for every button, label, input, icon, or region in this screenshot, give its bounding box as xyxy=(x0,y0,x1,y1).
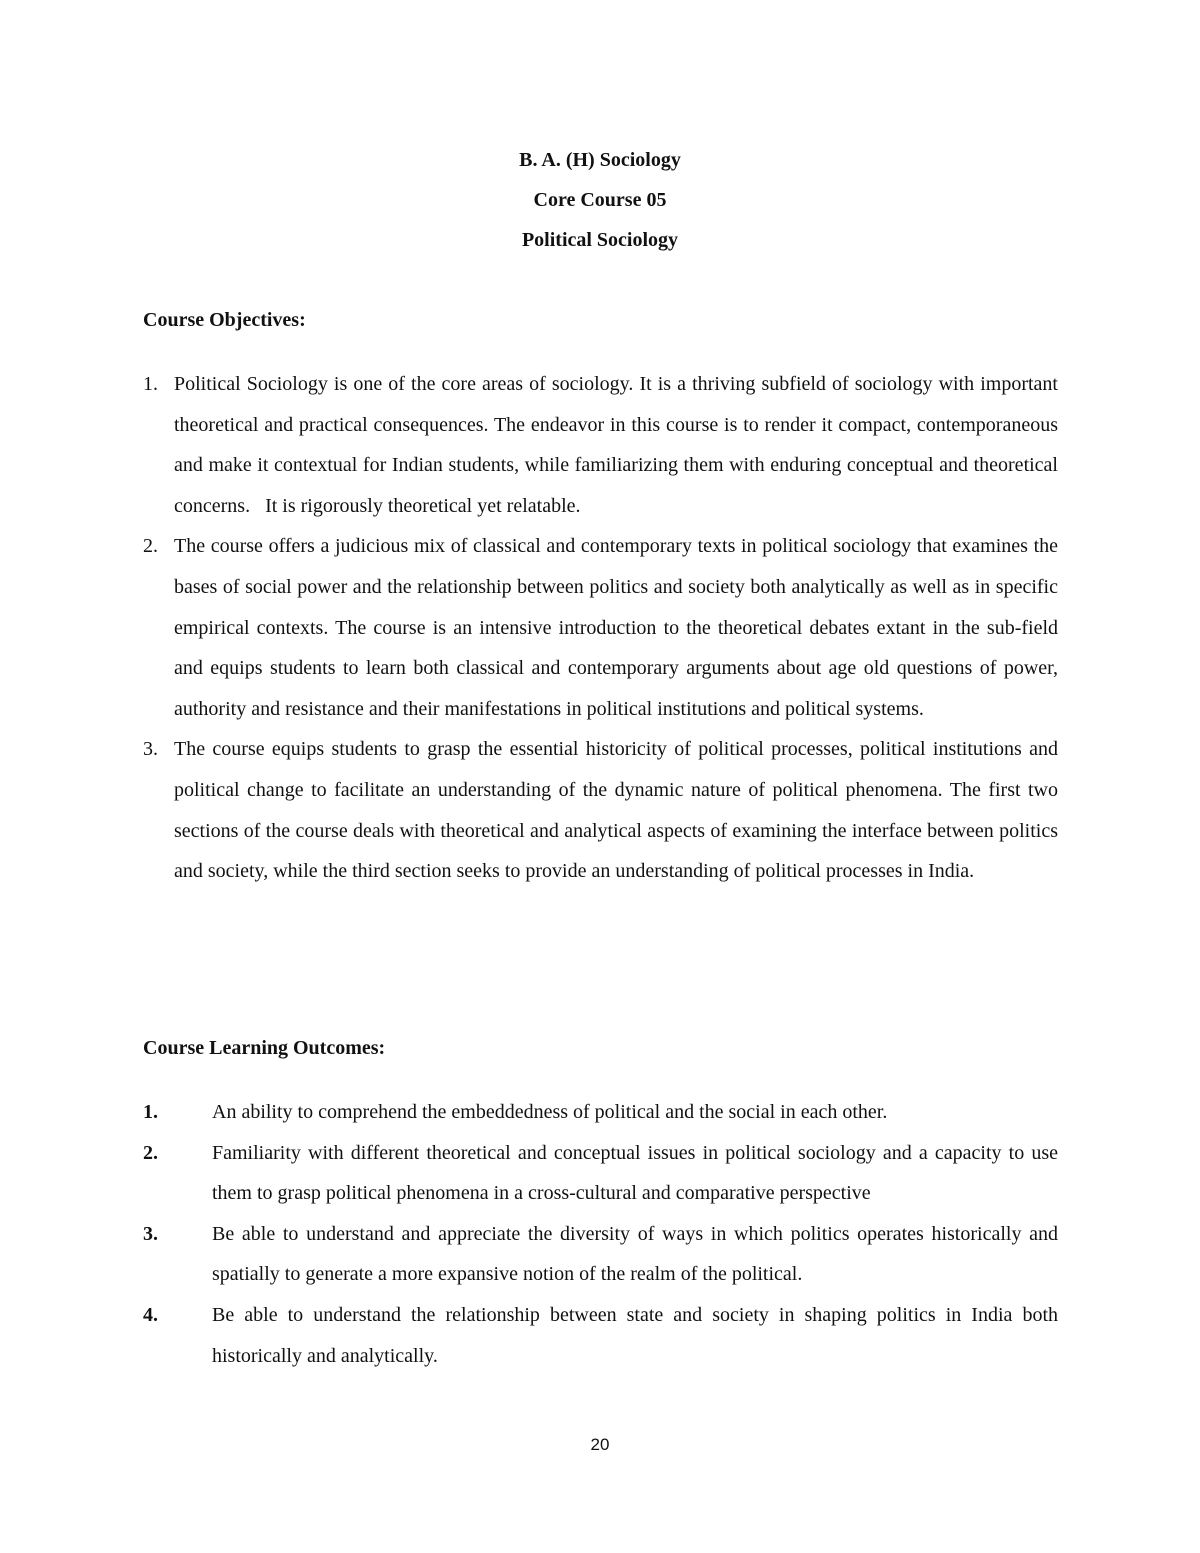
objectives-list xyxy=(143,364,1063,892)
objective-item xyxy=(143,526,1058,729)
outcome-text: Be able to understand and appreciate the diversity of ways in which politics operates historically and spatially to generate a more expansive notion of the realm of the political. xyxy=(212,1222,1058,1286)
program-title: B. A. (H) Sociology xyxy=(519,149,681,171)
outcome-text: Be able to understand the relationship between state and society in shaping politics in India both historically and analytically. xyxy=(212,1303,1058,1367)
outcome-number: 2. xyxy=(143,1141,158,1164)
outcomes-heading: Course Learning Outcomes: xyxy=(143,1037,386,1059)
outcome-text: An ability to comprehend the embeddedness of political and the social in each other. xyxy=(212,1101,888,1123)
outcome-item xyxy=(143,1092,1058,1133)
course-name: Political Sociology xyxy=(521,229,679,251)
objectives-heading: Course Objectives: xyxy=(143,309,306,331)
outcome-text: Familiarity with different theoretical and conceptual issues in political sociology and a capacity to use them to grasp political phenomena in a cross-cultural and comparative perspective xyxy=(212,1141,1058,1205)
outcome-number: 4. xyxy=(143,1303,158,1326)
objective-number: 2. xyxy=(143,535,158,558)
objective-text: The course equips students to grasp the essential historicity of political processes, political institutions and political change to facilitate an understanding of the dynamic nature of political phenomena. The first two sections of the course deals with theoretical and analytical aspects of examining the interface between politics and society, while the third section seeks to provide an understanding of political processes in India. xyxy=(174,738,1058,883)
objective-number: 3. xyxy=(143,738,158,761)
outcome-number: 3. xyxy=(143,1222,158,1245)
objective-text: Political Sociology is one of the core areas of sociology. It is a thriving subfield of sociology with important theoretical and practical consequences. The endeavor in this course is to render it compact, contemporaneous and make it contextual for Indian students, while familiarizing them with enduring conceptual and theoretical concerns. It is rigorously theoretical yet relatable. xyxy=(174,373,1063,517)
outcome-item xyxy=(143,1133,1058,1214)
page-number: 20 xyxy=(590,1435,610,1454)
objective-text: The course offers a judicious mix of classical and contemporary texts in political sociology that examines the bases of social power and the relationship between politics and society both analytically as well as in specific empirical contexts. The course is an intensive introduction to the theoretical debates extant in the sub-field and equips students to learn both classical and contemporary arguments about age old questions of power, authority and resistance and their manifestations in political institutions and political systems. xyxy=(174,535,1058,720)
objective-item xyxy=(143,364,1063,526)
outcome-item xyxy=(143,1295,1058,1376)
course-title-block xyxy=(0,140,1200,260)
outcome-item xyxy=(143,1214,1058,1295)
course-code: Core Course 05 xyxy=(533,189,667,211)
outcomes-list xyxy=(143,1092,1058,1376)
outcome-number: 1. xyxy=(143,1101,158,1123)
objective-item xyxy=(143,729,1058,891)
objective-number: 1. xyxy=(143,373,158,395)
